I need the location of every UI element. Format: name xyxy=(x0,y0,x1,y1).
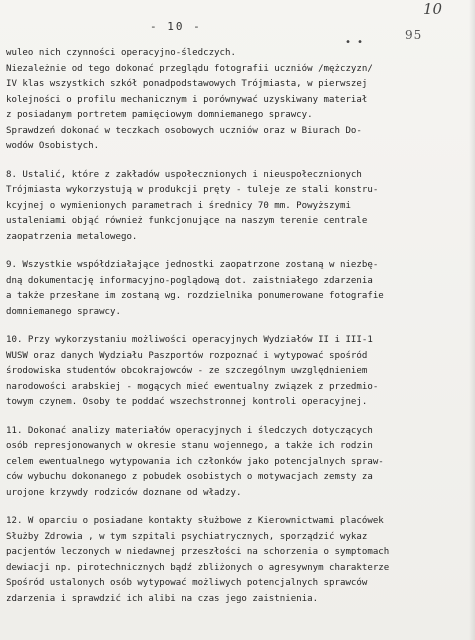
text-line: ustaleniami objąć również funkcjonujące na naszym terenie centrale xyxy=(6,216,368,226)
text-line: WUSW oraz danych Wydziału Paszportów rozpoznać i wytypować spośród xyxy=(6,350,368,361)
text-line: pacjentów leczonych w niedawnej przeszłości na schorzenia o symptomach xyxy=(6,547,390,557)
text-line: wodów Osobistych. xyxy=(6,141,100,151)
paragraph-gap xyxy=(6,155,475,168)
text-line: osób represjonowanych w okresie stanu wojennego, a także ich rodzin xyxy=(6,441,373,451)
paragraph xyxy=(6,46,475,155)
text-line: domniemanego sprawcy. xyxy=(6,306,121,317)
text-line: kcyjnej o wymienionych parametrach i średnicy 70 mm. Powyższymi xyxy=(6,200,351,211)
text-line: z posiadanym portretem pamięciowym domniemanego sprawcy. xyxy=(6,110,313,120)
handwritten-page-number: 10 xyxy=(423,0,443,18)
paragraph xyxy=(6,424,475,502)
text-line: dewiacji np. pirotechnicznych bądź zbliżonych o agresywnym charakterze xyxy=(6,562,390,573)
text-line: urojone krzywdy rodziców doznane od władzy. xyxy=(6,487,242,498)
text-line: wuleo nich czynności operacyjno-śledczych. xyxy=(6,48,236,58)
text-line: Spośród ustalonych osób wytypować możliwych potencjalnych sprawców xyxy=(6,578,368,588)
paragraph xyxy=(6,514,475,607)
paragraph-gap xyxy=(6,245,475,258)
document-body xyxy=(6,46,475,607)
text-line: 11. Dokonać analizy materiałów operacyjnych i śledczych dotyczących xyxy=(6,425,373,436)
text-line: zaopatrzenia metalowego. xyxy=(6,231,138,242)
paragraph-gap xyxy=(6,501,475,514)
text-line: Służby Zdrowia , w tym szpitali psychiatrycznych, sporządzić wykaz xyxy=(6,531,368,542)
text-line: 9. Wszystkie współdziałające jednostki zaopatrzone zostaną w niezbę- xyxy=(6,260,379,270)
text-line: 10. Przy wykorzystaniu możliwości operacyjnych Wydziałów II i III-1 xyxy=(6,335,373,345)
paragraph xyxy=(6,333,475,411)
page-number: - 10 - xyxy=(150,20,202,33)
paragraph-gap xyxy=(6,411,475,424)
text-line: Trójmiasta wykorzystują w produkcji pręty - tuleje ze stali konstru- xyxy=(6,185,379,195)
paragraph xyxy=(6,168,475,246)
text-line: a także przesłane im zostaną wg. rozdzielnika ponumerowane fotografie xyxy=(6,291,384,301)
text-line: celem ewentualnego wytypowania ich członków jako potencjalnych spraw- xyxy=(6,456,384,467)
page-edge-shadow xyxy=(469,0,475,640)
text-line: ców wybuchu dokonanego z pobudek osobistych o motywacjach zemsty za xyxy=(6,472,373,482)
text-line: środowiska studentów obcokrajowców - ze szczególnym uwzględnieniem xyxy=(6,366,368,376)
paragraph xyxy=(6,258,475,320)
text-line: zdarzenia i sprawdzić ich alibi na czas jego zaistnienia. xyxy=(6,593,319,604)
text-line: 8. Ustalić, które z zakładów uspołecznionych i nieuspołecznionych xyxy=(6,169,362,180)
text-line: IV klas wszystkich szkół ponadpodstawowych Trójmiasta, w pierwszej xyxy=(6,79,368,89)
archive-stamp-number: 95 xyxy=(405,28,423,42)
text-line: towym czynem. Osoby te poddać wszechstronnej kontroli operacyjnej. xyxy=(6,397,368,407)
text-line: 12. W oparciu o posiadane kontakty służbowe z Kierownictwami placówek xyxy=(6,516,384,526)
text-line: Sprawdzeń dokonać w teczkach osobowych uczniów oraz w Biurach Do- xyxy=(6,125,362,136)
text-line: narodowości arabskiej - mogących mieć ewentualny związek z przedmio- xyxy=(6,381,379,392)
paragraph-gap xyxy=(6,320,475,333)
header-dots: • • xyxy=(345,37,364,48)
text-line: Niezależnie od tego dokonać przeglądu fotografii uczniów /mężczyzn/ xyxy=(6,63,373,74)
text-line: dną dokumentację informacyjno-poglądową dot. zaistniałego zdarzenia xyxy=(6,275,373,286)
text-line: kolejności o profilu mechanicznym i porównywać uzyskiwany materiał xyxy=(6,94,368,105)
